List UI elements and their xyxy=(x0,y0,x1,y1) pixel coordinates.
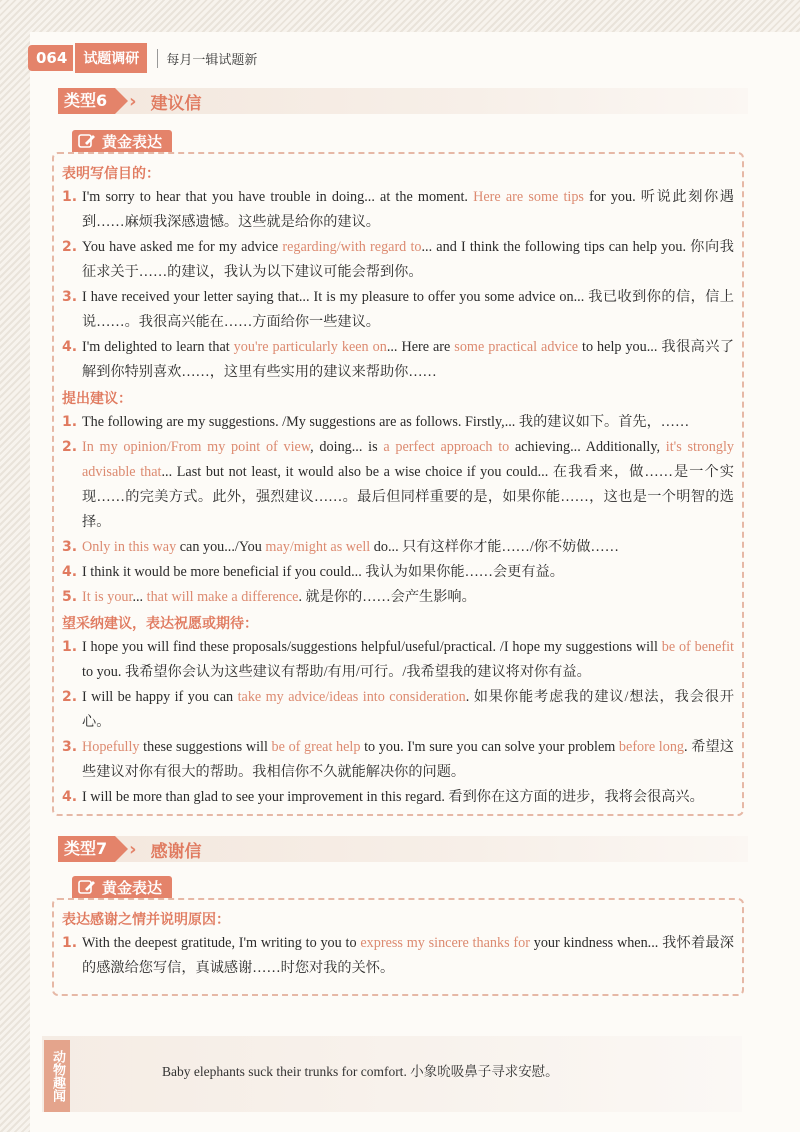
page-number: 064 xyxy=(28,45,73,71)
top-stripe-decoration xyxy=(0,0,800,32)
left-stripe-decoration xyxy=(0,0,30,1132)
type6-tag: 类型6 xyxy=(58,88,115,114)
list-item: 4. I think it would be more beneficial if you could... 我认为如果你能……会更有益。 xyxy=(62,564,564,580)
list-item: 2. In my opinion/From my point of view, doing... is a perfect approach to achieving... Additionally, it's strongly advisable that... Last but not least, it would also be a wise choice if you could... 在我看来，做……是一个实现……的完美方式。此外，强烈建议……。最后但同样重要的是，如果你能……，这也是一个明智的选择。 xyxy=(62,439,734,530)
type6-gold-tab xyxy=(72,130,172,152)
type6-gold-label: 黄金表达 xyxy=(102,132,163,151)
category-heading: 表达感谢之情并说明原因： xyxy=(62,912,230,928)
fun-fact-tag: 动物趣闻 xyxy=(44,1040,70,1112)
list-item: 1. The following are my suggestions. /My suggestions are as follows. Firstly,... 我的建议如下。首先，…… xyxy=(62,414,690,430)
list-item: 4. I will be more than glad to see your improvement in this regard. 看到你在这方面的进步，我将会很高兴。 xyxy=(62,789,704,805)
header-subtitle: 每月一辑试题新 xyxy=(157,49,257,68)
page-header xyxy=(28,44,257,72)
type7-gold-tab xyxy=(72,876,172,898)
section-name: 试题调研 xyxy=(75,43,147,73)
type6-heading-bar xyxy=(58,88,748,114)
pencil-note-icon xyxy=(78,133,96,149)
category-heading: 望采纳建议，表达祝愿或期待： xyxy=(62,616,258,632)
type6-expression-box xyxy=(52,152,744,816)
pencil-note-icon xyxy=(78,879,96,895)
fun-fact-text: Baby elephants suck their trunks for comfort. 小象吮吸鼻子寻求安慰。 xyxy=(162,1064,559,1079)
category-heading: 提出建议： xyxy=(62,391,132,407)
chevron-icon: › xyxy=(129,90,137,112)
type7-gold-label: 黄金表达 xyxy=(102,878,163,897)
type7-expression-box xyxy=(52,898,744,996)
list-item: 4. I'm delighted to learn that you're particularly keen on... Here are some practical advice to help you... 我很高兴了解到你特别喜欢……，这里有些实用的建议来帮助你…… xyxy=(62,339,735,380)
list-item: 1. I'm sorry to hear that you have trouble in doing... at the moment. Here are some tips for you. 听说此刻你遇到……麻烦我深感遗憾。这些就是给你的建议。 xyxy=(62,189,734,230)
chevron-icon: › xyxy=(129,838,137,860)
list-item: 3. Only in this way can you.../You may/might as well do... 只有这样你才能……/你不妨做…… xyxy=(62,539,619,555)
list-item: 1. With the deepest gratitude, I'm writing to you to express my sincere thanks for your kindness when... 我怀着最深的感激给您写信，真诚感谢……时您对我的关怀。 xyxy=(62,935,734,976)
category-heading: 表明写信目的： xyxy=(62,166,160,182)
list-item: 3. I have received your letter saying that... It is my pleasure to offer you some advice on... 我已收到你的信，信上说……。我很高兴能在……方面给你一些建议。 xyxy=(62,289,734,330)
list-item: 1. I hope you will find these proposals/suggestions helpful/useful/practical. /I hope my suggestions will be of benefit to you. 我希望你会认为这些建议有帮助/有用/可行。/我希望我的建议将对你有益。 xyxy=(62,639,734,680)
list-item: 3. Hopefully these suggestions will be of great help to you. I'm sure you can solve your problem before long. 希望这些建议对你有很大的帮助。我相信你不久就能解决你的问题。 xyxy=(62,739,734,780)
type6-title: 建议信 xyxy=(150,93,202,114)
type7-heading-bar xyxy=(58,836,748,862)
list-item: 2. You have asked me for my advice regarding/with regard to... and I think the following tips can help you. 你向我征求关于……的建议，我认为以下建议可能会帮到你。 xyxy=(62,239,734,280)
list-item: 5. It is your... that will make a difference. 就是你的……会产生影响。 xyxy=(62,589,476,605)
list-item: 2. I will be happy if you can take my advice/ideas into consideration. 如果你能考虑我的建议/想法，我会很开心。 xyxy=(62,689,735,730)
type7-title: 感谢信 xyxy=(150,841,202,862)
type7-tag: 类型7 xyxy=(58,836,115,862)
